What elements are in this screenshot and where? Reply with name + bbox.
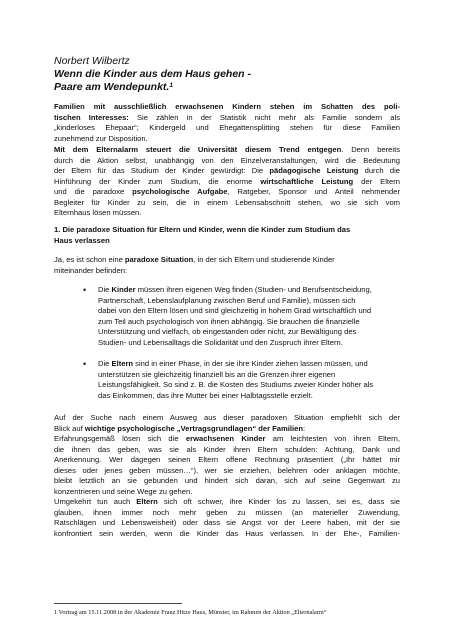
footnote: 1 Vortrag am 15.11.2008 in der Akademie Franz Hitze Haus, Münster, im Rahmen der Aktion „Elternalarm“ [54,609,327,616]
bullet-marker-2: • [83,359,87,369]
intro-paragraph: Familien mit ausschließlich erwachsenen Kindern stehen im Schatten des poli- tischen Interesses: Sie zählen in der Statistik nicht mehr als Familie sondern als „kinderloses Ehepaar“; Kindergeld und Ehegattensplitting stehen für diese Familien zunehmend zur Disposition. [54,102,400,143]
bullet-children: Die Kinder müssen ihren eigenen Weg finden (Studien- und Berufsentscheidung, Partnerschaft, Lebenslaufplanung zwischen Beruf und Familie), müssen sich dabei von den Eltern lösen und sind gleichzeitig in hohem Grad wirtschaftlich und zum Teil auch psychologisch von ihnen abhängig. Sie brauchen die finanzielle Unterstützung und vielfach, ob eingestanden oder nicht, zur Bewältigung des Studien- und Lebensalltags die Solidarität und den Zuspruch ihrer Eltern. [98,285,372,347]
bullet-parents: Die Eltern sind in einer Phase, in der sie ihre Kinder ziehen lassen müssen, und unterstützen sie gleichzeitig finanziell bis an die Grenzen ihrer eigenen Leistungsfähigkeit. So sind z. B. die Kosten des Studiums zweier Kinder höher als das Einkommen, das ihre Mutter bei einer Halbtagsstelle erzielt. [98,359,374,400]
title-line-2: Paare am Wendepunkt.$^1$ [54,80,173,93]
bullet-marker-1: • [83,285,87,295]
footnote-divider [54,603,182,604]
contract-paragraph: Auf der Suche nach einem Ausweg aus dieser paradoxen Situation empfiehlt sich der Blick auf wichtige psychologische „Vertragsgrundlagen“ der Familien: Erfahrungsgemäß lösen sich die erwachsenen Kinder am leichtesten von ihren Eltern, die ihnen das geben, was sie als Kinder ihren Eltern schulden: Achtung, Dank und Anerkennung. Wer dagegen seinen Eltern offene Rechnung präsentiert („Ihr hättet mir dieses oder jenes geben müssen…“), wer sie erziehen, belehren oder anklagen möchte, bleibt letztlich an sie gebunden und hindert sich daran, sich auf seine Gegenwart zu konzentrieren und seine Wege zu gehen. Umgekehrt tun auch Eltern sich oft schwer, ihre Kinder los zu lassen, sei es, dass sie glauben, ihnen immer noch mehr geben zu müssen (an materieller Zuwendung, Ratschlägen und Lebensweisheit) oder dass sie Angst vor der Leere haben, mit der sie konfrontiert sein werden, wenn die Kinder das Haus verlassen. In der Ehe-, Familien- [54,413,400,539]
paradox-paragraph: Ja, es ist schon eine paradoxe Situation, in der sich Eltern und studierende Kinder miteinander befinden: [54,255,335,275]
elternalarm-paragraph: Mit dem Elternalarm steuert die Universität diesem Trend entgegen. Denn bereits durch die Aktion selbst, unabhängig von den Einzelveranstaltungen, wird die Bedeutung der Eltern für das Studium der Kinder gewürdigt: Die pädagogische Leistung durch die Hinführung der Kinder zum Studium, die enorme wirtschaftliche Leistung der Eltern und die paradoxe psychologische Aufgabe, Ratgeber, Sponsor und Anteil nehmender Begleiter für Kinder zu sein, die in einem Lebensabschnitt stehen, wo sie sich vom Elternhaus lösen müssen. [54,145,400,218]
footnote-reference: 1 [169,81,173,89]
author-name: Norbert Wilbertz [54,55,130,67]
section-1-heading: 1. Die paradoxe Situation für Eltern und Kinder, wenn die Kinder zum Studium das Haus verlassen [54,225,351,245]
title-line-1: Wenn die Kinder aus dem Haus gehen - [54,68,252,80]
document-title [54,68,251,93]
